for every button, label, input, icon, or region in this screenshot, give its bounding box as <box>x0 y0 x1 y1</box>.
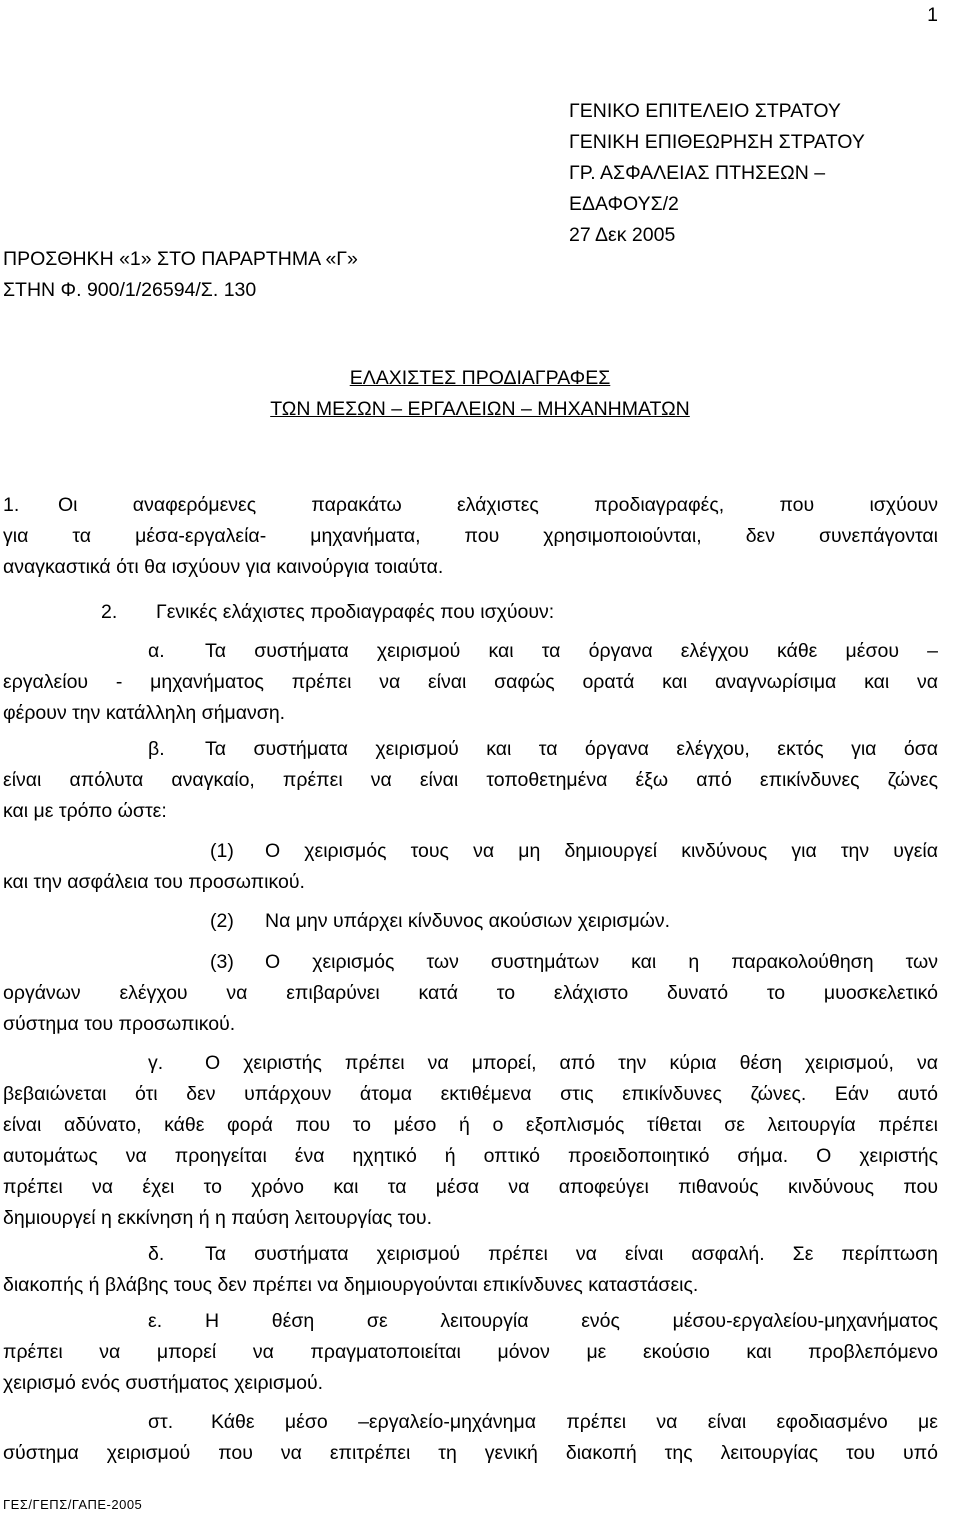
paragraph-a-line: α. Τα συστήματα χειρισμού και τα όργανα ελέγχου κάθε μέσου – <box>3 636 938 667</box>
paragraph-1-line: για τα μέσα-εργαλεία- μηχανήματα, που χρησιμοποιούνται, δεν συνεπάγονται <box>3 525 938 547</box>
subitem-3-line: σύστημα του προσωπικού. <box>3 1013 236 1035</box>
subitem-3-line: (3) Ο χειρισμός των συστημάτων και η παρακολούθηση των <box>3 947 938 978</box>
org-line: ΓΕΝΙΚΟ ΕΠΙΤΕΛΕΙΟ ΣΤΡΑΤΟΥ <box>569 100 841 122</box>
annex-line: ΠΡΟΣΘΗΚΗ «1» ΣΤΟ ΠΑΡΑΡΤΗΜΑ «Γ» <box>3 248 358 270</box>
paragraph-label: 2. <box>101 601 118 623</box>
paragraph-st-line: σύστημα χειρισμού που να επιτρέπει τη γενική διακοπή της λειτουργίας του υπό <box>3 1442 938 1464</box>
paragraph-label: 1. <box>3 494 20 516</box>
subitem-label: (1) <box>210 840 234 862</box>
document-date: 27 Δεκ 2005 <box>569 224 676 246</box>
annex-line: ΣΤΗΝ Φ. 900/1/26594/Σ. 130 <box>3 279 257 301</box>
paragraph-label: α. <box>148 640 165 662</box>
paragraph-e-line: χειρισμό ενός συστήματος χειρισμού. <box>3 1372 324 1394</box>
annex-reference <box>3 244 358 306</box>
paragraph-c-line: βεβαιώνεται ότι δεν υπάρχουν άτομα εκτιθέμενα στις επικίνδυνες ζώνες. Εάν αυτό <box>3 1083 938 1105</box>
paragraph-2-line: 2. Γενικές ελάχιστες προδιαγραφές που ισχύουν: <box>3 597 938 628</box>
paragraph-c-line: γ. Ο χειριστής πρέπει να μπορεί, από την κύρια θέση χειρισμού, να <box>3 1048 938 1079</box>
paragraph-b-line: είναι απόλυτα αναγκαίο, πρέπει να είναι τοποθετημένα έξω από επικίνδυνες ζώνες <box>3 769 938 791</box>
paragraph-st-line: στ. Κάθε μέσο –εργαλείο-μηχάνημα πρέπει να είναι εφοδιασμένο με <box>3 1407 938 1438</box>
paragraph-d-line: δ. Τα συστήματα χειρισμού πρέπει να είναι ασφαλή. Σε περίπτωση <box>3 1239 938 1270</box>
paragraph-label: β. <box>148 738 165 760</box>
subitem-2-line: (2) Να μην υπάρχει κίνδυνος ακούσιων χειρισμών. <box>3 906 938 937</box>
paragraph-a-line: φέρουν την κατάλληλη σήμανση. <box>3 702 286 724</box>
page-number: 1 <box>927 4 938 26</box>
paragraph-e-line: ε. Η θέση σε λειτουργία ενός μέσου-εργαλείου-μηχανήματος <box>3 1306 938 1337</box>
paragraph-c-line: πρέπει να έχει το χρόνο και τα μέσα να αποφεύγει πιθανούς κινδύνους που <box>3 1176 938 1198</box>
paragraph-label: δ. <box>148 1243 165 1265</box>
paragraph-label: ε. <box>148 1310 163 1332</box>
paragraph-label: στ. <box>148 1411 174 1433</box>
paragraph-b-line: και με τρόπο ώστε: <box>3 800 167 822</box>
paragraph-e-line: πρέπει να μπορεί να πραγματοποιείται μόνον με εκούσιο και προβλεπόμενο <box>3 1341 938 1363</box>
paragraph-1-line: αναγκαστικά ότι θα ισχύουν για καινούργια τοιαύτα. <box>3 556 444 578</box>
subitem-3-line: οργάνων ελέγχου να επιβαρύνει κατά το ελάχιστο δυνατό το μυοσκελετικό <box>3 982 938 1004</box>
subitem-label: (3) <box>210 951 234 973</box>
paragraph-label: γ. <box>148 1052 164 1074</box>
subitem-1-line: και την ασφάλεια του προσωπικού. <box>3 871 305 893</box>
paragraph-c-line: αυτομάτως να προηγείται ένα ηχητικό ή οπτικό προειδοποιητικό σήμα. Ο χειριστής <box>3 1145 938 1167</box>
org-line: ΓΕΝΙΚΗ ΕΠΙΘΕΩΡΗΣΗ ΣΤΡΑΤΟΥ <box>569 131 865 153</box>
paragraph-c-line: είναι αδύνατο, κάθε φορά που το μέσο ή ο εξοπλισμός τίθεται σε λειτουργία πρέπει <box>3 1114 938 1136</box>
paragraph-d-line: διακοπής ή βλάβης τους δεν πρέπει να δημιουργούνται επικίνδυνες καταστάσεις. <box>3 1274 699 1296</box>
paragraph-1-line: 1. Οι αναφερόμενες παρακάτω ελάχιστες προδιαγραφές, που ισχύουν <box>3 490 938 521</box>
org-line: ΕΔΑΦΟΥΣ/2 <box>569 193 679 215</box>
paragraph-a-line: εργαλείου - μηχανήματος πρέπει να είναι σαφώς ορατά και αναγνωρίσιμα και να <box>3 671 938 693</box>
paragraph-c-line: δημιουργεί η εκκίνηση ή η παύση λειτουργίας του. <box>3 1207 433 1229</box>
subitem-1-line: (1) Ο χειρισμός τους να μη δημιουργεί κινδύνους για την υγεία <box>3 836 938 867</box>
paragraph-b-line: β. Τα συστήματα χειρισμού και τα όργανα ελέγχου, εκτός για όσα <box>3 734 938 765</box>
footer-reference: ΓΕΣ/ΓΕΠΣ/ΓΑΠΕ-2005 <box>3 1497 143 1512</box>
document-title-line-2: ΤΩΝ ΜΕΣΩΝ – ΕΡΓΑΛΕΙΩΝ – ΜΗΧΑΝΗΜΑΤΩΝ <box>270 398 690 420</box>
document-title-line-1: ΕΛΑΧΙΣΤΕΣ ΠΡΟΔΙΑΓΡΑΦΕΣ <box>349 367 611 389</box>
subitem-label: (2) <box>210 910 234 932</box>
org-line: ΓΡ. ΑΣΦΑΛΕΙΑΣ ΠΤΗΣΕΩΝ – <box>569 162 826 184</box>
issuing-authority <box>569 96 865 251</box>
